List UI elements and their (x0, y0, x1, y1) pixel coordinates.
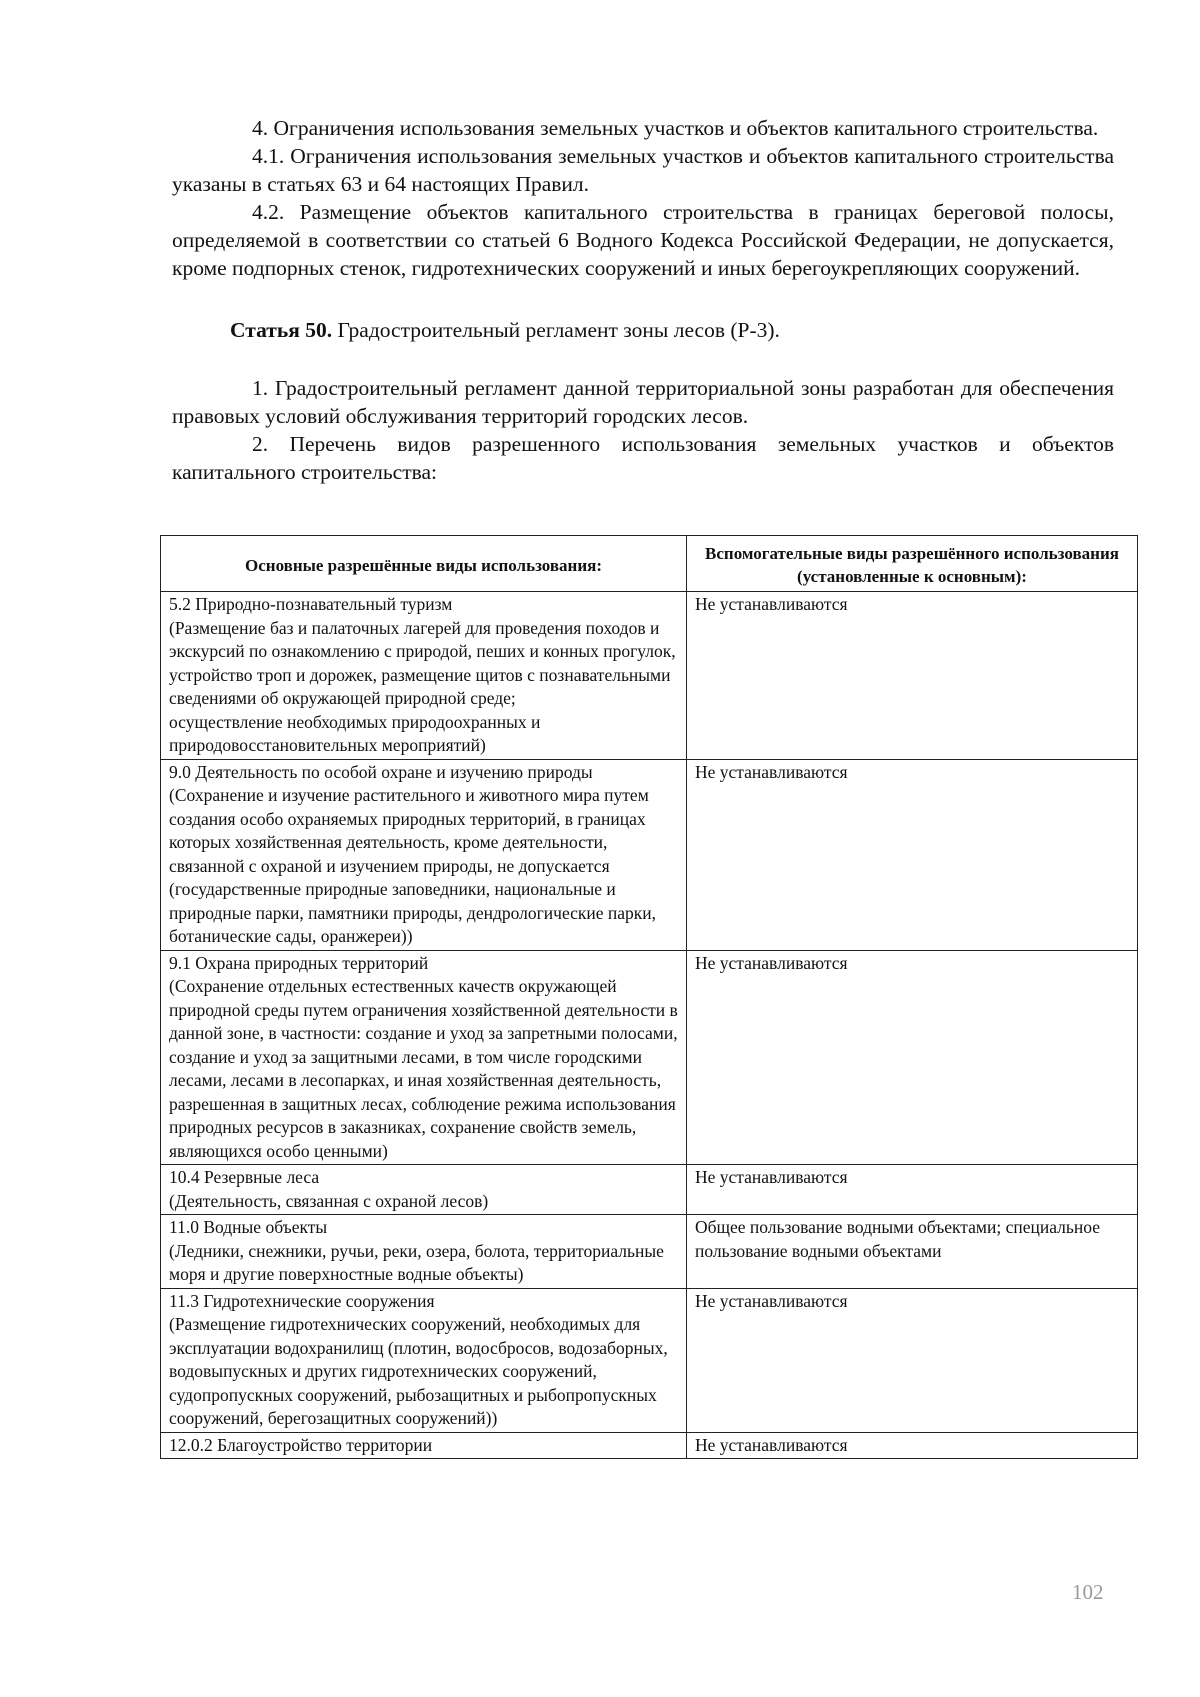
use-description: (Сохранение и изучение растительного и животного мира путем создания особо охраняемых природных территорий, в границах которых хозяйственная деятельность, кроме деятельности, связанной с охраной и изучением природы, не допускается (государственные природные заповедники, национальные и природные парки, памятники природы, дендрологические парки, ботанические сады, оранжереи)) (169, 785, 657, 946)
use-code-title: 12.0.2 Благоустройство территории (169, 1434, 433, 1455)
table-row (161, 759, 1138, 950)
use-description-continued: осуществление необходимых природоохранных и природовосстановительных мероприятий) (169, 711, 541, 755)
table-row (161, 592, 1138, 760)
aux-use-cell: Не устанавливаются (687, 1165, 1138, 1215)
header-aux-uses: Вспомогательные виды разрешённого использования (установленные к основным): (687, 536, 1138, 592)
main-use-cell (161, 592, 687, 760)
main-use-cell (161, 950, 687, 1165)
main-use-cell (161, 1215, 687, 1289)
aux-use-cell: Не устанавливаются (687, 1432, 1138, 1459)
use-code-title: 9.0 Деятельность по особой охране и изучению природы (169, 761, 593, 782)
use-code-title: 5.2 Природно-познавательный туризм (169, 594, 453, 614)
use-description: (Размещение баз и палаточных лагерей для проведения походов и экскурсий по ознакомлению с природой, пеших и конных прогулок, устройство троп и дорожек, размещение щитов с познавательными сведениями об окружающей природной среде; (169, 617, 676, 708)
aux-use-cell: Не устанавливаются (687, 592, 1138, 760)
table-row (161, 1165, 1138, 1215)
aux-use-cell: Не устанавливаются (687, 759, 1138, 950)
aux-use-cell: Не устанавливаются (687, 1288, 1138, 1432)
use-code-title: 9.1 Охрана природных территорий (169, 952, 429, 973)
intro-paragraph-2: 2. Перечень видов разрешенного использования земельных участков и объектов капитального строительства: (172, 432, 1114, 484)
main-use-cell (161, 759, 687, 950)
paragraph-4-2: 4.2. Размещение объектов капитального строительства в границах береговой полосы, определяемой в соответствии со статьей 6 Водного Кодекса Российской Федерации, не допускается, кроме подпорных стенок, гидротехнических сооружений и иных берегоукрепляющих сооружений. (172, 200, 1114, 280)
article-title: Градостроительный регламент зоны лесов (Р-3). (332, 318, 780, 342)
permitted-uses-table (160, 535, 1138, 1459)
aux-use-cell: Общее пользование водными объектами; специальное пользование водными объектами (687, 1215, 1138, 1289)
aux-use-cell: Не устанавливаются (687, 950, 1138, 1165)
use-description: (Размещение гидротехнических сооружений, необходимых для эксплуатации водохранилищ (плотин, водосбросов, водозаборных, водовыпускных и других гидротехнических сооружений, судопропускных сооружений, рыбозащитных и рыбопропускных сооружений, берегозащитных сооружений)) (169, 1314, 668, 1428)
article-label: Статья 50. (230, 318, 333, 342)
table-row (161, 1215, 1138, 1289)
main-use-cell (161, 1165, 687, 1215)
paragraph-4-1: 4.1. Ограничения использования земельных участков и объектов капитального строительства указаны в статьях 63 и 64 настоящих Правил. (172, 144, 1114, 196)
use-description: (Сохранение отдельных естественных качеств окружающей природной среды путем ограничения хозяйственной деятельности в данной зоне, в частности: создание и уход за запретными полосами, создание и уход за защитными лесами, в том числе городскими лесами, лесами в лесопарках, и иная хозяйственная деятельность, разрешенная в защитных лесах, соблюдение режима использования природных ресурсов в заказниках, сохранение свойств земель, являющихся особо ценными) (169, 976, 678, 1161)
main-use-cell (161, 1432, 687, 1459)
use-code-title: 11.3 Гидротехнические сооружения (169, 1290, 435, 1311)
use-description: (Деятельность, связанная с охраной лесов) (169, 1190, 489, 1211)
table-header-row (161, 536, 1138, 592)
article-heading (172, 316, 1114, 344)
document-body (172, 114, 1114, 486)
table-row (161, 950, 1138, 1165)
table-row (161, 1432, 1138, 1459)
intro-paragraph-1: 1. Градостроительный регламент данной территориальной зоны разработан для обеспечения правовых условий обслуживания территорий городских лесов. (172, 376, 1114, 428)
use-description: (Ледники, снежники, ручьи, реки, озера, болота, территориальные моря и другие поверхностные водные объекты) (169, 1240, 664, 1284)
use-code-title: 10.4 Резервные леса (169, 1167, 320, 1187)
use-code-title: 11.0 Водные объекты (169, 1217, 328, 1237)
paragraph-4: 4. Ограничения использования земельных участков и объектов капитального строительства. (252, 116, 1099, 140)
table-row (161, 1288, 1138, 1432)
header-main-uses: Основные разрешённые виды использования: (161, 536, 687, 592)
main-use-cell (161, 1288, 687, 1432)
page-number: 102 (1072, 1580, 1104, 1604)
